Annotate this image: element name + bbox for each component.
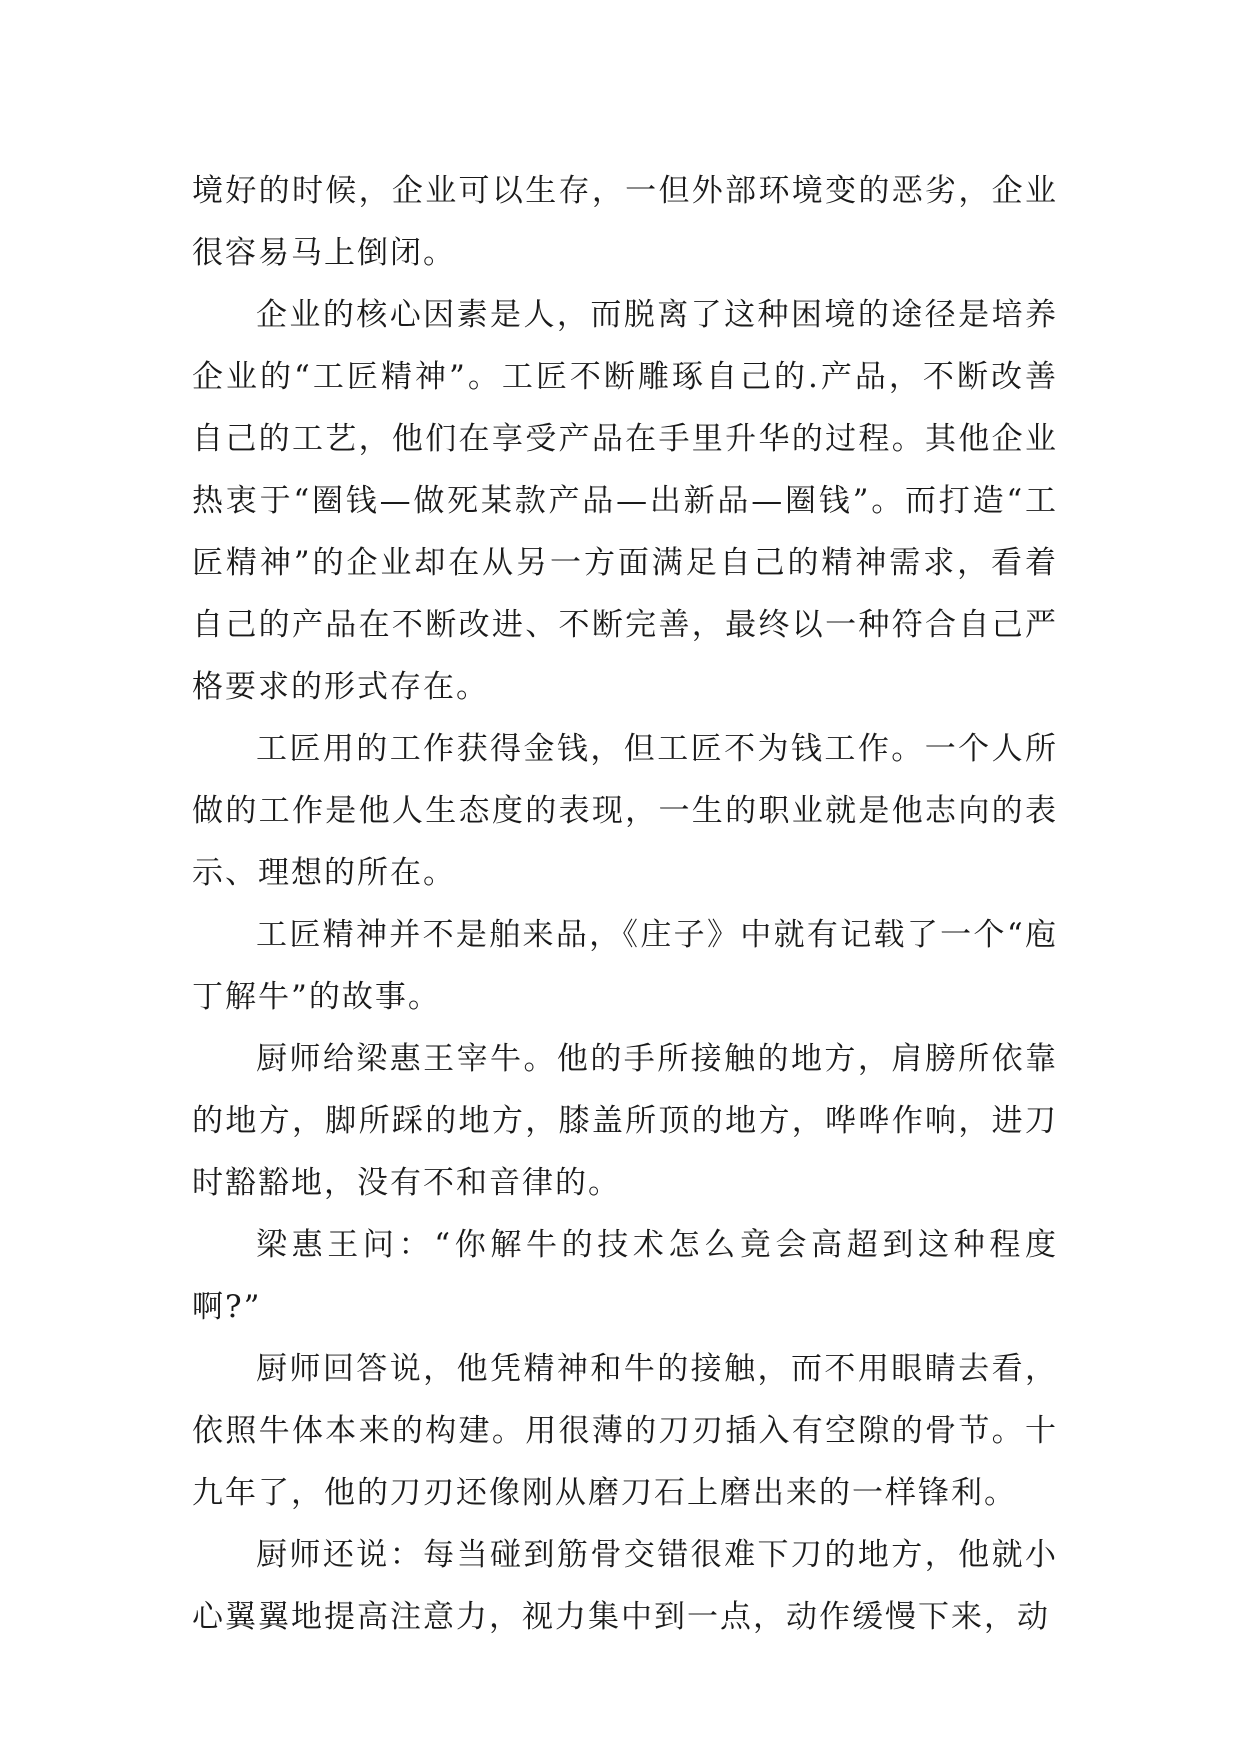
paragraph: 工匠用的工作获得金钱，但工匠不为钱工作。一个人所做的工作是他人生态度的表现，一生的职业就是他志向的表示、理想的所在。: [192, 731, 1058, 891]
paragraph: 梁惠王问：“你解牛的技术怎么竟会高超到这种程度啊?”: [192, 1227, 1058, 1325]
paragraph: 工匠精神并不是舶来品，《庄子》中就有记载了一个“庖丁解牛”的故事。: [192, 917, 1058, 1015]
body-text: [192, 160, 1058, 1648]
paragraph: 厨师回答说，他凭精神和牛的接触，而不用眼睛去看，依照牛体本来的构建。用很薄的刀刃插入有空隙的骨节。十九年了，他的刀刃还像刚从磨刀石上磨出来的一样锋利。: [192, 1351, 1058, 1511]
paragraph: 企业的核心因素是人，而脱离了这种困境的途径是培养企业的“工匠精神”。工匠不断雕琢自己的.产品，不断改善自己的工艺，他们在享受产品在手里升华的过程。其他企业热衷于“圈钱—做死某款产品—出新品—圈钱”。而打造“工匠精神”的企业却在从另一方面满足自己的精神需求，看着自己的产品在不断改进、不断完善，最终以一种符合自己严格要求的形式存在。: [192, 297, 1058, 705]
paragraph: 厨师还说：每当碰到筋骨交错很难下刀的地方，他就小心翼翼地提高注意力，视力集中到一点，动作缓慢下来，动: [192, 1537, 1058, 1635]
paragraph-continuation: 境好的时候，企业可以生存，一但外部环境变的恶劣，企业很容易马上倒闭。: [192, 173, 1058, 271]
paragraph: 厨师给梁惠王宰牛。他的手所接触的地方，肩膀所依靠的地方，脚所踩的地方，膝盖所顶的地方，哗哗作响，进刀时豁豁地，没有不和音律的。: [192, 1041, 1058, 1201]
